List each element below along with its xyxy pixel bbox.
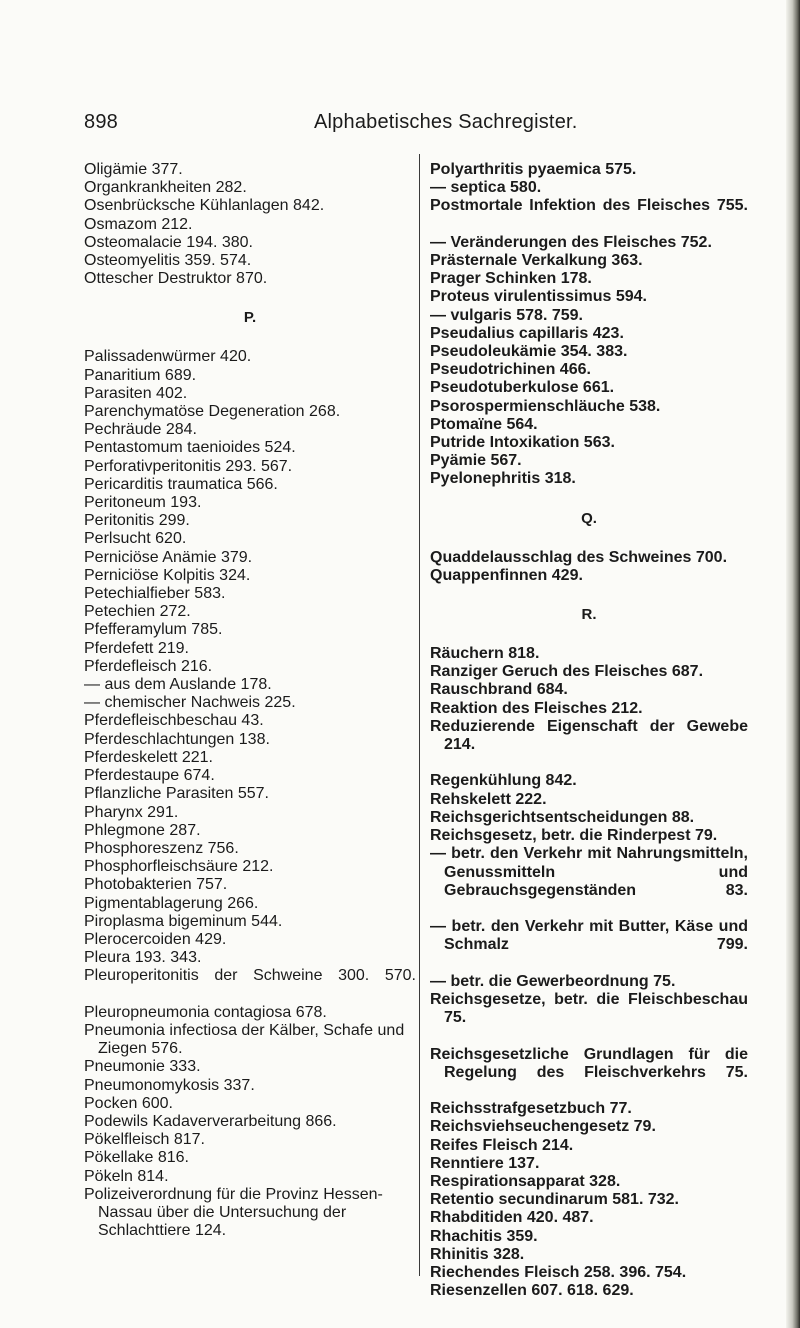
index-entry: Osteomyelitis 359. 574. bbox=[84, 252, 252, 270]
index-entry: Polyarthritis pyaemica 575. bbox=[430, 161, 637, 178]
index-entry: Oligämie 377. bbox=[84, 161, 183, 178]
index-entry: Pseudotuberkulose 661. bbox=[430, 379, 615, 397]
index-entry: Pechräude 284. bbox=[84, 421, 197, 439]
index-entry: Parenchymatöse Degeneration 268. bbox=[84, 403, 341, 421]
index-entry: Reichsgerichtsentscheidungen 88. bbox=[430, 808, 695, 826]
index-entry: Pericarditis traumatica 566. bbox=[84, 475, 278, 493]
index-group-q bbox=[430, 549, 748, 585]
index-entry: Quaddelausschlag des Schweines 700. bbox=[430, 548, 728, 566]
index-entry: Pferdestaupe 674. bbox=[84, 767, 215, 785]
index-entry: Pferdefleisch 216. bbox=[84, 657, 213, 675]
index-entry: Petechialfieber 583. bbox=[84, 585, 226, 603]
index-entry: Retentio secundinarum 581. 732. bbox=[430, 1191, 679, 1209]
index-entry: Pyelonephritis 318. bbox=[430, 470, 576, 488]
index-entry: Prager Schinken 178. bbox=[430, 270, 592, 288]
index-entry: — betr. die Gewerbeordnung 75. bbox=[430, 972, 676, 990]
index-entry: Ptomaïne 564. bbox=[430, 415, 538, 433]
index-entry: Phlegmone 287. bbox=[84, 821, 201, 839]
index-entry: Pocken 600. bbox=[84, 1094, 173, 1112]
index-entry: Rauschbrand 684. bbox=[430, 681, 568, 699]
index-group-r bbox=[430, 645, 748, 1300]
index-entry: Räuchern 818. bbox=[430, 645, 540, 663]
index-group-o bbox=[84, 161, 416, 288]
index-entry: Perniciöse Kolpitis 324. bbox=[84, 566, 251, 584]
index-entry: Palissadenwürmer 420. bbox=[84, 348, 252, 366]
index-entry: Perlsucht 620. bbox=[84, 530, 187, 548]
index-entry: Rhabditiden 420. 487. bbox=[430, 1209, 594, 1227]
index-entry: Organkrankheiten 282. bbox=[84, 179, 247, 197]
index-entry: Pseudalius capillaris 423. bbox=[430, 324, 624, 342]
index-entry: Pferdefett 219. bbox=[84, 639, 189, 657]
index-entry: Plerocercoiden 429. bbox=[84, 930, 227, 948]
section-letter-p: P. bbox=[243, 309, 257, 327]
index-entry: Osmazom 212. bbox=[84, 215, 193, 233]
index-entry: Osenbrücksche Kühlanlagen 842. bbox=[84, 197, 325, 215]
index-entry: Pleuroperitonitis der Schweine 300. 570. bbox=[84, 967, 416, 985]
index-entry: Pentastomum taenioides 524. bbox=[84, 439, 296, 457]
index-entry: — aus dem Auslande 178. bbox=[84, 676, 272, 694]
index-entry: Perforativperitonitis 293. 567. bbox=[84, 457, 293, 475]
index-entry: Petechien 272. bbox=[84, 603, 191, 621]
index-entry: Pigmentablagerung 266. bbox=[84, 894, 259, 912]
index-entry: Reichsgesetze, betr. die Fleischbeschau 75. bbox=[430, 990, 748, 1027]
index-entry: Reaktion des Fleisches 212. bbox=[430, 699, 643, 717]
index-entry: Putride Intoxikation 563. bbox=[430, 434, 615, 452]
index-entry: Polizeiverordnung für die Provinz Hessen-Nassau über die Untersuchung der Schlachttiere 124. bbox=[84, 1185, 383, 1240]
index-entry: Parasiten 402. bbox=[84, 384, 188, 402]
index-entry: Ranziger Geruch des Fleisches 687. bbox=[430, 663, 704, 681]
index-entry: Renntiere 137. bbox=[430, 1154, 540, 1172]
index-entry: Regenkühlung 842. bbox=[430, 772, 577, 790]
index-group-p-continued bbox=[430, 161, 748, 489]
index-entry: Pleura 193. 343. bbox=[84, 949, 202, 967]
index-entry: Riesenzellen 607. 618. 629. bbox=[430, 1282, 634, 1300]
index-entry: — betr. den Verkehr mit Butter, Käse und Schmalz 799. bbox=[430, 918, 748, 954]
index-entry: Piroplasma bigeminum 544. bbox=[84, 912, 283, 930]
index-entry: Ottescher Destruktor 870. bbox=[84, 270, 268, 288]
index-entry: Osteomalacie 194. 380. bbox=[84, 233, 253, 251]
index-entry: Pneumonie 333. bbox=[84, 1058, 201, 1076]
page-number: 898 bbox=[84, 111, 118, 133]
index-entry: Reichsgesetz, betr. die Rinderpest 79. bbox=[430, 827, 718, 845]
index-group-p bbox=[84, 348, 416, 1240]
right-column bbox=[430, 161, 748, 1300]
index-entry: Pökelfleisch 817. bbox=[84, 1131, 205, 1149]
index-entry: Reichsviehseuchengesetz 79. bbox=[430, 1118, 656, 1136]
index-entry: Pferdeskelett 221. bbox=[84, 748, 213, 766]
index-entry: Proteus virulentissimus 594. bbox=[430, 288, 647, 306]
index-entry: Rehskelett 222. bbox=[430, 790, 547, 808]
index-entry: Pferdefleischbeschau 43. bbox=[84, 712, 264, 730]
index-entry: Pseudoleukämie 354. 383. bbox=[430, 343, 628, 361]
index-entry: Phosphorfleischsäure 212. bbox=[84, 858, 274, 876]
index-entry: — betr. den Verkehr mit Nahrungsmitteln, Genussmitteln und Gebrauchsgegenständen 83. bbox=[430, 845, 748, 899]
index-entry: Reifes Fleisch 214. bbox=[430, 1136, 574, 1154]
index-entry: — septica 580. bbox=[430, 179, 542, 197]
index-entry: — vulgaris 578. 759. bbox=[430, 306, 583, 324]
index-entry: Perniciöse Anämie 379. bbox=[84, 548, 253, 566]
index-entry: Peritoneum 193. bbox=[84, 494, 202, 512]
page-header bbox=[84, 111, 744, 141]
index-entry: Rhachitis 359. bbox=[430, 1227, 538, 1245]
index-entry: Reichsstrafgesetzbuch 77. bbox=[430, 1100, 632, 1118]
index-entry: Pökellake 816. bbox=[84, 1149, 189, 1167]
index-entry: Reichsgesetzliche Grundlagen für die Regelung des Fleischverkehrs 75. bbox=[430, 1045, 748, 1081]
index-entry: Pferdeschlachtungen 138. bbox=[84, 730, 270, 748]
index-entry: — chemischer Nachweis 225. bbox=[84, 694, 296, 712]
index-entry: Pseudotrichinen 466. bbox=[430, 361, 591, 379]
index-entry: Pleuropneumonia contagiosa 678. bbox=[84, 1003, 327, 1021]
index-entry: Pyämie 567. bbox=[430, 452, 522, 470]
index-entry: Pneumonia infectiosa der Kälber, Schafe und Ziegen 576. bbox=[84, 1021, 405, 1058]
index-entry: Rhinitis 328. bbox=[430, 1245, 525, 1263]
index-entry: Pfefferamylum 785. bbox=[84, 621, 223, 639]
index-entry: Reduzierende Eigenschaft der Gewebe 214. bbox=[430, 717, 748, 754]
index-entry: Psorospermienschläuche 538. bbox=[430, 397, 661, 415]
section-letter-r: R. bbox=[581, 606, 597, 624]
index-entry: Riechendes Fleisch 258. 396. 754. bbox=[430, 1263, 687, 1281]
index-entry: Podewils Kadaververarbeitung 866. bbox=[84, 1112, 337, 1130]
index-entry: Peritonitis 299. bbox=[84, 512, 190, 530]
column-divider bbox=[419, 154, 420, 1276]
index-entry: Pneumonomykosis 337. bbox=[84, 1076, 255, 1094]
scan-page-edge bbox=[786, 0, 800, 1328]
section-letter-q: Q. bbox=[581, 509, 597, 527]
left-column bbox=[84, 161, 416, 1240]
index-entry: Pharynx 291. bbox=[84, 803, 179, 821]
index-entry: Respirationsapparat 328. bbox=[430, 1172, 621, 1190]
index-entry: Pflanzliche Parasiten 557. bbox=[84, 785, 269, 803]
index-entry: Postmortale Infektion des Fleisches 755. bbox=[430, 197, 748, 215]
running-title: Alphabetisches Sachregister. bbox=[314, 111, 578, 133]
index-entry: Prästernale Verkalkung 363. bbox=[430, 252, 643, 270]
index-entry: — Veränderungen des Fleisches 752. bbox=[430, 233, 712, 251]
index-entry: Pökeln 814. bbox=[84, 1167, 169, 1185]
index-entry: Phosphoreszenz 756. bbox=[84, 839, 239, 857]
index-entry: Panaritium 689. bbox=[84, 366, 197, 384]
index-entry: Photobakterien 757. bbox=[84, 876, 228, 894]
index-entry: Quappenfinnen 429. bbox=[430, 566, 583, 584]
